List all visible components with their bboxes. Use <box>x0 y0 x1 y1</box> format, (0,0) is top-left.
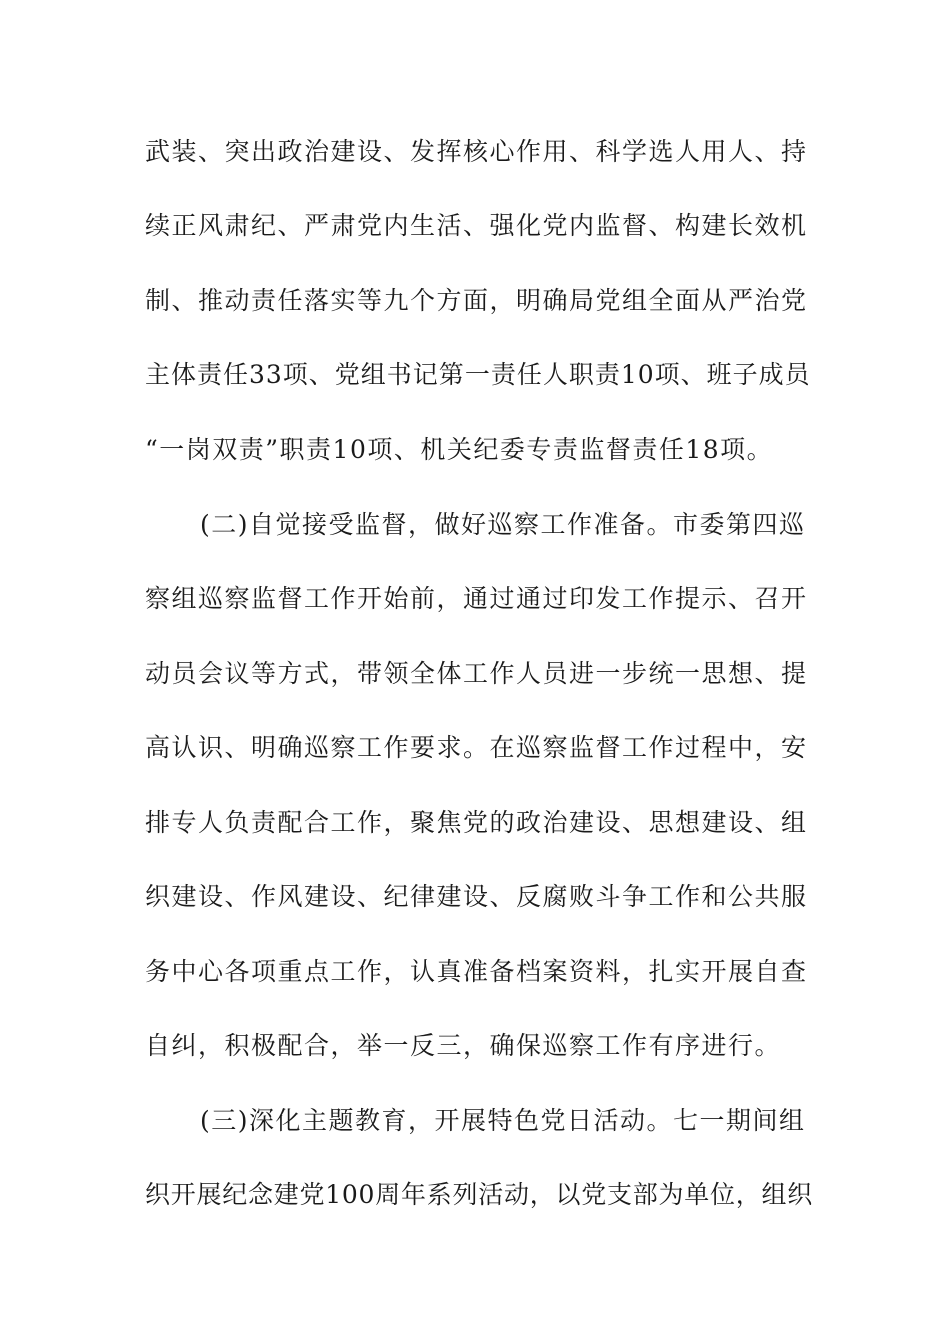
text-line: 察组巡察监督工作开始前，通过通过印发工作提示、召开 <box>145 584 808 613</box>
text-line: 织建设、作风建设、纪律建设、反腐败斗争工作和公共服 <box>145 882 808 911</box>
section-heading-line: (三)深化主题教育，开展特色党日活动。七一期间组 <box>200 1106 806 1135</box>
text-line: 排专人负责配合工作，聚焦党的政治建设、思想建设、组 <box>145 808 808 837</box>
text-line: 织开展纪念建党100周年系列活动，以党支部为单位，组织 <box>145 1180 813 1209</box>
text-line: 武装、突出政治建设、发挥核心作用、科学选人用人、持 <box>145 137 808 166</box>
text-line: 自纠，积极配合，举一反三，确保巡察工作有序进行。 <box>145 1031 782 1060</box>
text-line: 续正风肃纪、严肃党内生活、强化党内监督、构建长效机 <box>145 211 808 240</box>
text-line: 高认识、明确巡察工作要求。在巡察监督工作过程中，安 <box>145 733 808 762</box>
text-line: 务中心各项重点工作，认真准备档案资料，扎实开展自查 <box>145 957 808 986</box>
text-line: 主体责任33项、党组书记第一责任人职责10项、班子成员 <box>145 360 811 389</box>
text-line: 动员会议等方式，带领全体工作人员进一步统一思想、提 <box>145 659 808 688</box>
text-line: “一岗双责”职责10项、机关纪委专责监督责任18项。 <box>145 435 774 464</box>
section-heading-line: (二)自觉接受监督，做好巡察工作准备。市委第四巡 <box>200 510 806 539</box>
text-line: 制、推动责任落实等九个方面，明确局党组全面从严治党 <box>145 286 808 315</box>
